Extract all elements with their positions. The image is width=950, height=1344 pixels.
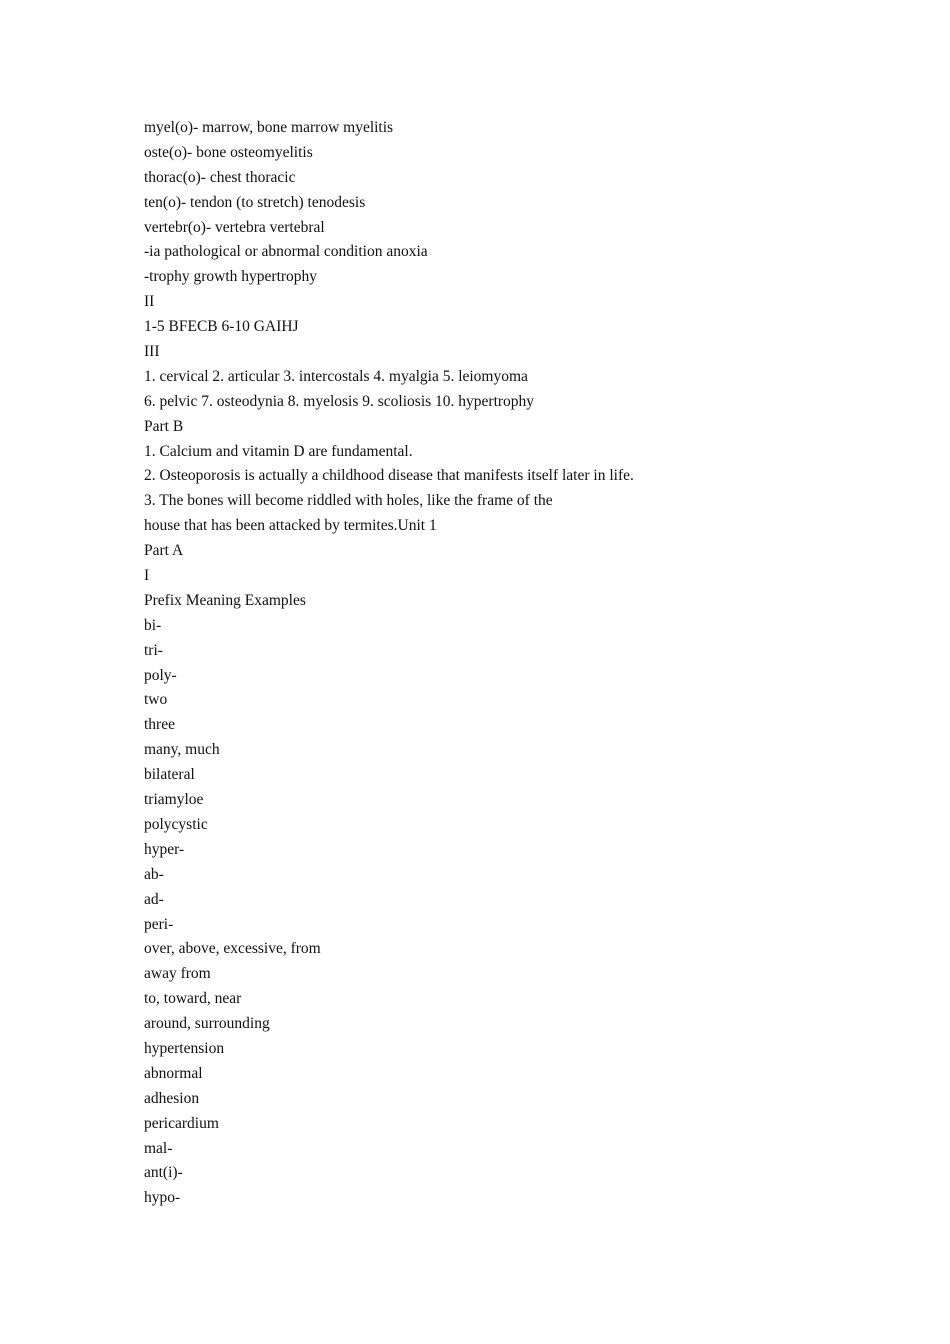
text-line: hypo- <box>144 1189 181 1207</box>
text-line: over, above, excessive, from <box>144 940 321 958</box>
text-line: vertebr(o)- vertebra vertebral <box>144 218 325 236</box>
section-heading: I <box>144 567 150 585</box>
text-line: oste(o)- bone osteomyelitis <box>144 143 313 161</box>
text-line: ant(i)- <box>144 1164 183 1182</box>
text-line: thorac(o)- chest thoracic <box>144 168 296 186</box>
text-line: -trophy growth hypertrophy <box>144 268 318 286</box>
text-line: ad- <box>144 890 164 908</box>
text-line: bi- <box>144 616 162 634</box>
section-heading: Part B <box>144 417 184 435</box>
text-line: abnormal <box>144 1064 203 1082</box>
text-line: 1-5 BFECB 6-10 GAIHJ <box>144 318 299 336</box>
text-line: -ia pathological or abnormal condition anoxia <box>144 243 428 261</box>
text-line: hyper- <box>144 840 185 858</box>
text-line: polycystic <box>144 815 208 833</box>
section-heading: III <box>144 343 160 361</box>
text-line: 3. The bones will become riddled with holes, like the frame of the <box>144 492 553 510</box>
text-line: triamyloe <box>144 791 204 809</box>
text-line: 6. pelvic 7. osteodynia 8. myelosis 9. scoliosis 10. hypertrophy <box>144 392 535 410</box>
text-line: mal- <box>144 1139 173 1157</box>
text-line: two <box>144 691 168 709</box>
text-line: pericardium <box>144 1114 219 1132</box>
text-line: many, much <box>144 741 220 759</box>
section-heading: Part A <box>144 542 184 560</box>
text-line: ab- <box>144 865 164 883</box>
table-header: Prefix Meaning Examples <box>144 591 306 609</box>
text-line: 1. Calcium and vitamin D are fundamental. <box>144 442 413 460</box>
text-line: three <box>144 716 175 734</box>
text-line: away from <box>144 965 211 983</box>
text-line: house that has been attacked by termites.Unit 1 <box>144 517 437 535</box>
text-line: around, surrounding <box>144 1015 270 1033</box>
text-line: adhesion <box>144 1089 200 1107</box>
text-line: ten(o)- tendon (to stretch) tenodesis <box>144 193 366 211</box>
section-heading: II <box>144 293 155 311</box>
text-line: myel(o)- marrow, bone marrow myelitis <box>144 119 394 136</box>
text-line: poly- <box>144 666 177 684</box>
document-text <box>144 116 904 1211</box>
text-line: 1. cervical 2. articular 3. intercostals 4. myalgia 5. leiomyoma <box>144 367 528 385</box>
text-line: tri- <box>144 641 163 659</box>
text-line: peri- <box>144 915 174 933</box>
text-line: bilateral <box>144 766 195 784</box>
text-line: 2. Osteoporosis is actually a childhood disease that manifests itself later in life. <box>144 467 634 485</box>
text-line: to, toward, near <box>144 990 242 1008</box>
text-line: hypertension <box>144 1039 225 1057</box>
